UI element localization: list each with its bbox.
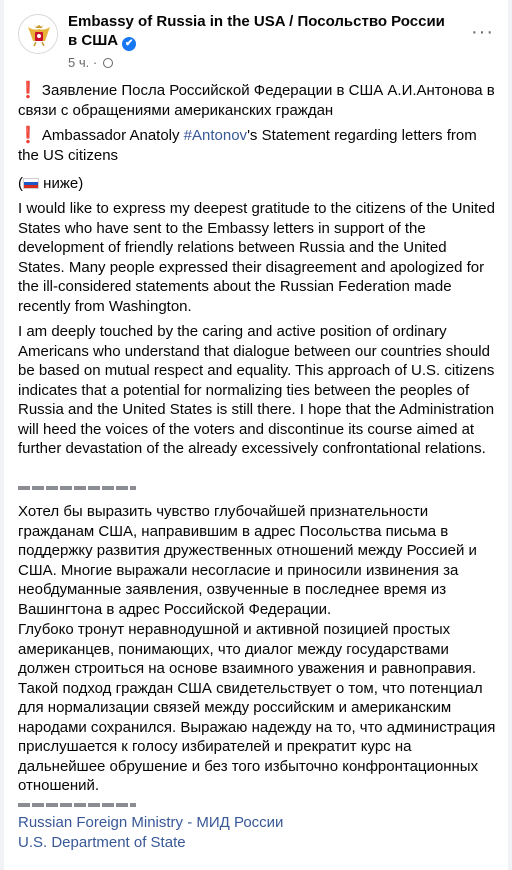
exclamation-icon: ❗	[18, 127, 38, 144]
statement-ru-paragraph-1: Хотел бы выразить чувство глубочайшей признательности гражданам США, направившим в адрес Посольства письма в поддержку развития дружественных отношений между Россией и США. Многие выражали несогласие и приносили извинения за необдуманные заявления, озвученные в последнее время из Вашингтона в адрес Российской Федерации.	[18, 503, 477, 618]
title-en-text-start: Ambassador Anatoly	[41, 127, 184, 144]
link-us-department-of-state[interactable]: U.S. Department of State	[18, 834, 186, 851]
link-russian-foreign-ministry[interactable]: Russian Foreign Ministry - МИД России	[18, 814, 284, 831]
language-note	[18, 174, 496, 194]
statement-title-ru	[18, 81, 496, 120]
title-ru-text: Заявление Посла Российской Федерации в США А.И.Антонова в связи с обращениями американских граждан	[18, 82, 495, 119]
verified-badge-icon: ✔	[122, 37, 136, 51]
post-meta	[68, 55, 113, 71]
page-name[interactable]	[68, 12, 448, 51]
page-name-text[interactable]: Embassy of Russia in the USA / Посольство России в США	[68, 13, 445, 49]
post-header	[18, 0, 494, 74]
statement-title-en	[18, 126, 496, 165]
exclamation-icon: ❗	[18, 82, 38, 99]
title-en-text-end: 's Statement regarding letters from the US citizens	[18, 127, 477, 164]
note-text: ниже)	[39, 175, 84, 192]
post-card	[4, 0, 508, 870]
russian-emblem-icon	[19, 15, 58, 54]
russia-flag-icon	[23, 178, 39, 189]
dash-divider	[18, 486, 136, 490]
globe-icon	[103, 58, 113, 68]
meta-separator: ·	[92, 55, 98, 70]
more-options-icon[interactable]: ···	[471, 21, 494, 43]
hashtag-link[interactable]: #Antonov	[183, 127, 248, 144]
dash-divider	[18, 803, 136, 807]
statement-ru-paragraph-2: Глубоко тронут неравнодушной и активной позицией простых американцев, понимающих, что диалог между государствами должен строиться на основе взаимного уважения и равноправия. Такой подход граждан США свидетельствует о том, что потенциал для нормализации связей между российским и американским народами сохранился. Выражаю надежду на то, что администрация прислушается к голосу избирателей и прекратит курс на дальнейшее обрушение и без того избыточно конфронтационных отношений.	[18, 621, 496, 794]
page-avatar[interactable]	[18, 14, 58, 54]
statement-en-paragraph-1: I would like to express my deepest gratitude to the citizens of the United States who have sent to the Embassy letters in support of the development of friendly relations between Russia and the United States. Many people expressed their disagreement and apologized for the ill-considered statements about the Russian Federation made recently from Washington.	[18, 200, 495, 315]
note-open-paren: (	[18, 175, 23, 192]
post-timestamp[interactable]: 5 ч.	[68, 55, 90, 70]
statement-en-paragraph-2: I am deeply touched by the caring and active position of ordinary Americans who understand that dialogue between our countries should be based on mutual respect and equality. This approach of U.S. citizens indicates that a potential for normalizing ties between the peoples of Russia and the United States is still there. I hope that the Administration will heed the voices of the voters and discontinue its course aimed at further devastation of the already excessively confrontational relations.	[18, 323, 495, 457]
